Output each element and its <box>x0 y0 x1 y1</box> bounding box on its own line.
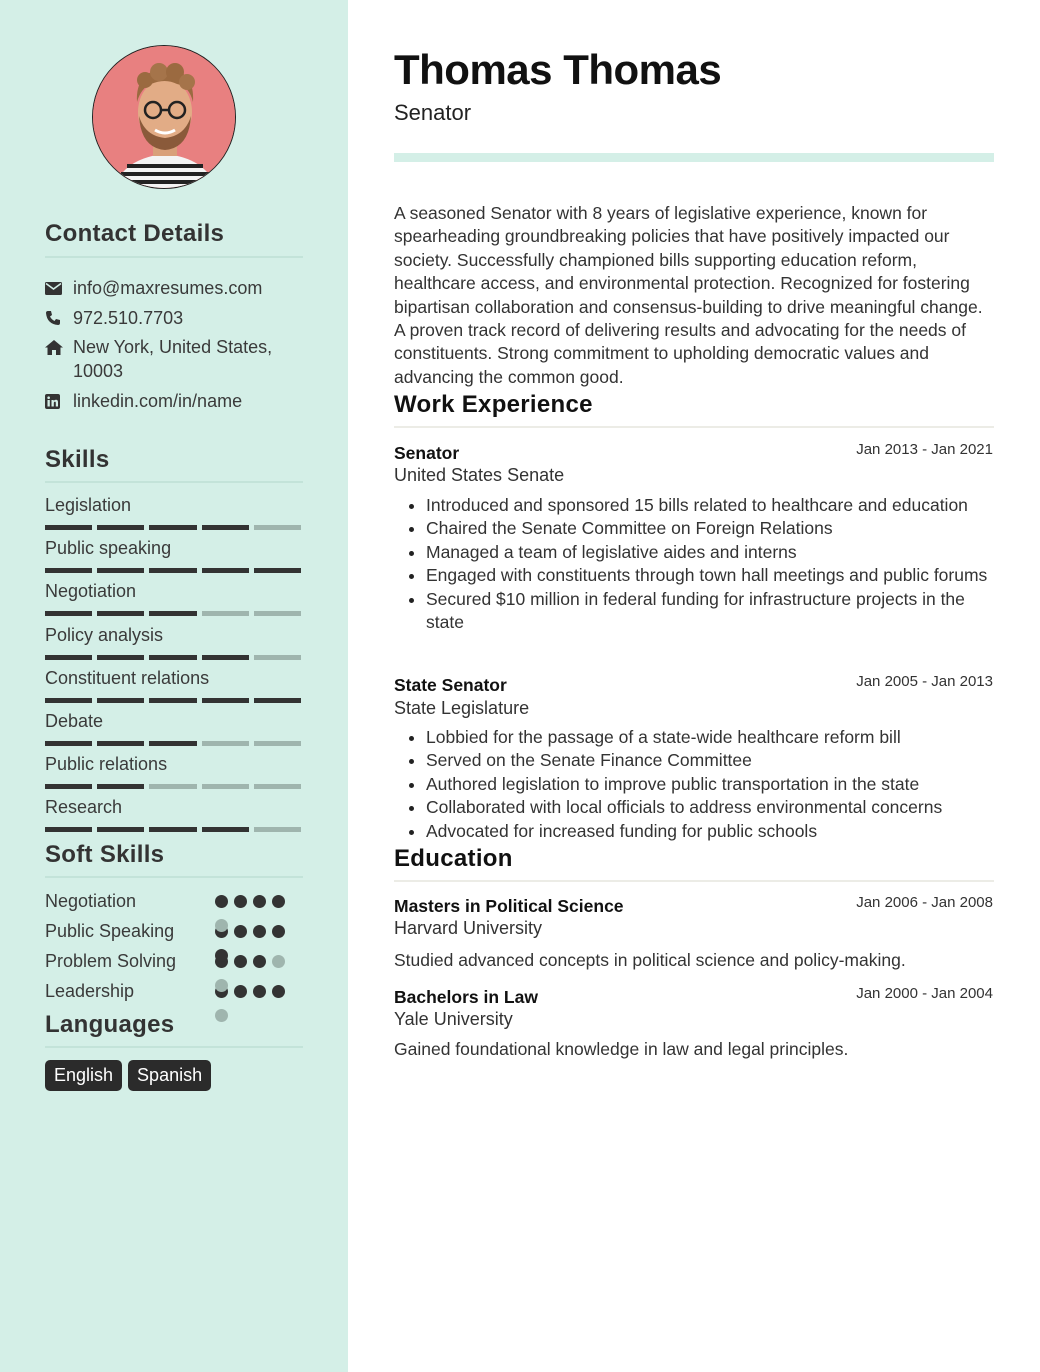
list-item: Served on the Senate Finance Committee <box>394 749 994 772</box>
list-item: Collaborated with local officials to address environmental concerns <box>394 796 994 819</box>
skill-level-bar <box>45 568 301 574</box>
skill-level-segment <box>149 741 196 746</box>
skills-divider <box>45 481 303 483</box>
contact-phone <box>45 306 305 330</box>
skill-level-segment <box>45 525 92 530</box>
job-organization: State Legislature <box>394 698 530 718</box>
degree-title: Bachelors in Law <box>394 987 538 1007</box>
list-item: Lobbied for the passage of a state-wide healthcare reform bill <box>394 726 994 749</box>
stray-dot <box>215 919 228 932</box>
skill-label: Debate <box>45 711 104 731</box>
skill-level-segment <box>149 827 196 832</box>
skill-level-segment <box>97 525 144 530</box>
school-name: Harvard University <box>394 918 543 938</box>
skill-level-segment <box>97 827 144 832</box>
candidate-title: Senator <box>394 100 472 125</box>
header-accent-bar <box>394 153 994 162</box>
email-text: info@maxresumes.com <box>73 278 263 298</box>
skill-level-segment <box>45 611 92 616</box>
rating-dot <box>272 955 285 968</box>
languages-heading: Languages <box>45 1011 175 1038</box>
skill-level-segment <box>45 827 92 832</box>
rating-dot <box>253 925 266 938</box>
rating-dot <box>234 895 247 908</box>
envelope-icon <box>45 276 73 300</box>
job-title: State Senator <box>394 675 507 695</box>
skill-level-segment <box>45 655 92 660</box>
linkedin-icon <box>45 389 73 413</box>
degree-dates: Jan 2006 - Jan 2008 <box>856 894 993 911</box>
contact-divider <box>45 256 303 258</box>
skill-level-segment <box>45 741 92 746</box>
skill-level-segment <box>254 827 301 832</box>
skill-level-segment <box>97 698 144 703</box>
list-item: Authored legislation to improve public transportation in the state <box>394 773 994 796</box>
degree-dates: Jan 2000 - Jan 2004 <box>856 985 993 1002</box>
language-tag: Spanish <box>128 1060 211 1091</box>
education-divider <box>394 880 994 882</box>
skill-level-bar <box>45 784 301 790</box>
stray-dot <box>215 1009 228 1022</box>
soft-skill-label: Problem Solving <box>45 951 177 971</box>
language-tag: English <box>45 1060 122 1091</box>
job-dates: Jan 2013 - Jan 2021 <box>856 441 993 458</box>
soft-skills-heading: Soft Skills <box>45 841 165 868</box>
candidate-name: Thomas Thomas <box>394 46 722 93</box>
skill-level-segment <box>202 698 249 703</box>
skill-level-segment <box>202 655 249 660</box>
skill-label: Legislation <box>45 495 132 515</box>
skill-level-segment <box>97 655 144 660</box>
skill-level-segment <box>149 568 196 573</box>
list-item: Managed a team of legislative aides and interns <box>394 541 994 564</box>
job-bullets <box>394 494 994 634</box>
list-item: Introduced and sponsored 15 bills related to healthcare and education <box>394 494 994 517</box>
skill-level-segment <box>97 784 144 789</box>
degree-description: Gained foundational knowledge in law and legal principles. <box>394 1039 849 1059</box>
sidebar <box>0 0 348 1372</box>
skill-level-bar <box>45 611 301 617</box>
soft-skill-label: Public Speaking <box>45 921 175 941</box>
skill-label: Negotiation <box>45 581 137 602</box>
rating-dot <box>234 925 247 938</box>
skill-level-segment <box>202 568 249 573</box>
skill-level-segment <box>45 784 92 789</box>
skill-level-segment <box>149 698 196 703</box>
languages-divider <box>45 1046 303 1048</box>
list-item: Chaired the Senate Committee on Foreign Relations <box>394 517 994 540</box>
skill-level-segment <box>254 568 301 573</box>
degree-description: Studied advanced concepts in political science and policy-making. <box>394 950 906 970</box>
work-divider <box>394 426 994 428</box>
skill-label: Policy analysis <box>45 624 164 645</box>
skill-level-segment <box>97 611 144 616</box>
contact-linkedin <box>45 389 305 413</box>
skill-level-segment <box>97 741 144 746</box>
skill-level-bar <box>45 525 301 531</box>
list-item: Secured $10 million in federal funding for infrastructure projects in the state <box>394 588 994 635</box>
skill-level-segment <box>254 741 301 746</box>
skill-level-segment <box>202 827 249 832</box>
skill-level-segment <box>97 568 144 573</box>
skill-level-bar <box>45 827 301 833</box>
contact-address <box>45 335 305 383</box>
rating-dot <box>272 925 285 938</box>
job-organization: United States Senate <box>394 465 565 485</box>
education-heading: Education <box>394 845 513 872</box>
skill-level-segment <box>254 784 301 789</box>
skill-label: Public relations <box>45 754 168 775</box>
summary-paragraph: A seasoned Senator with 8 years of legislative experience, known for spearheading groundbreaking policies that have positively impacted our society. Successfully championed bills supporting education reform, healthcare access, and environmental protection. Recognized for fostering bipartisan collaboration and consensus-building to drive meaningful change. A proven track record of delivering results and advocating for the needs of constituents. Strong commitment to upholding democratic values and advancing the common good. <box>394 203 983 387</box>
skill-level-segment <box>149 655 196 660</box>
work-heading: Work Experience <box>394 391 593 418</box>
rating-dot <box>253 955 266 968</box>
skill-level-segment <box>149 525 196 530</box>
phone-text: 972.510.7703 <box>73 308 184 328</box>
skill-level-segment <box>202 611 249 616</box>
skill-level-bar <box>45 741 301 747</box>
stray-dot <box>215 949 228 962</box>
skill-level-bar <box>45 655 301 661</box>
rating-dot <box>234 955 247 968</box>
school-name: Yale University <box>394 1009 513 1029</box>
home-icon <box>45 335 73 359</box>
skill-level-segment <box>202 741 249 746</box>
rating-dot <box>234 985 247 998</box>
skill-level-segment <box>45 568 92 573</box>
address-text: New York, United States, 10003 <box>73 337 273 381</box>
skill-level-segment <box>149 611 196 616</box>
skill-level-segment <box>149 784 196 789</box>
profile-photo-icon <box>93 46 236 189</box>
skill-level-bar <box>45 698 301 704</box>
skill-level-segment <box>254 525 301 530</box>
skill-level-segment <box>254 611 301 616</box>
skill-level-segment <box>202 525 249 530</box>
avatar <box>92 45 236 189</box>
skill-level-segment <box>254 655 301 660</box>
list-item: Advocated for increased funding for public schools <box>394 820 994 843</box>
skill-level-segment <box>45 698 92 703</box>
rating-dot <box>272 985 285 998</box>
list-item: Engaged with constituents through town hall meetings and public forums <box>394 564 994 587</box>
skill-level-segment <box>202 784 249 789</box>
rating-dot <box>253 895 266 908</box>
job-bullets <box>394 726 994 843</box>
skills-heading: Skills <box>45 446 110 473</box>
skill-label: Public speaking <box>45 538 172 559</box>
phone-icon <box>45 306 73 330</box>
contact-email <box>45 276 305 300</box>
job-title: Senator <box>394 443 460 463</box>
language-tags <box>45 1060 211 1091</box>
rating-dot <box>253 985 266 998</box>
skill-label: Constituent relations <box>45 667 210 688</box>
soft-skills-divider <box>45 876 303 878</box>
skill-level-segment <box>254 698 301 703</box>
job-dates: Jan 2005 - Jan 2013 <box>856 673 993 690</box>
contact-heading: Contact Details <box>45 220 225 247</box>
soft-skill-label: Leadership <box>45 981 135 1001</box>
stray-dot <box>215 979 228 992</box>
linkedin-text: linkedin.com/in/name <box>73 391 243 411</box>
soft-skill-rating <box>215 895 285 908</box>
skill-label: Research <box>45 797 123 818</box>
degree-title: Masters in Political Science <box>394 896 624 916</box>
rating-dot <box>272 895 285 908</box>
soft-skill-label: Negotiation <box>45 891 137 911</box>
rating-dot <box>215 895 228 908</box>
